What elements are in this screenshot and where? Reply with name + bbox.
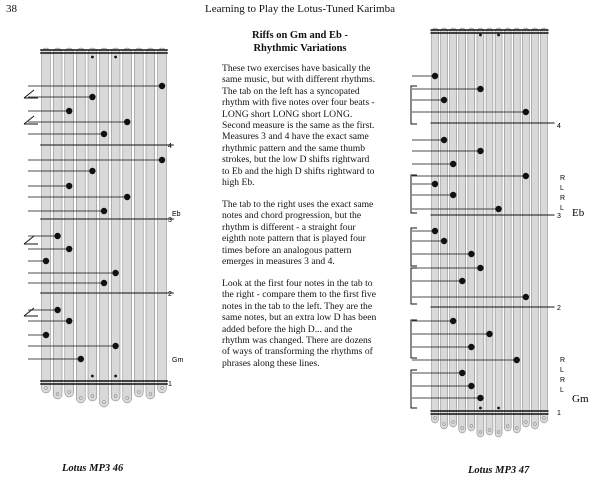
left-measure-4: 4 xyxy=(168,143,172,150)
tine xyxy=(468,28,475,431)
right-hand-lower-4: L xyxy=(560,387,564,394)
note-dot xyxy=(477,265,483,271)
note-dot xyxy=(459,278,465,284)
right-hand-upper-4: L xyxy=(560,205,564,212)
note-dot xyxy=(441,97,447,103)
right-hand-lower-1: R xyxy=(560,357,566,364)
right-hand-lower-3: R xyxy=(560,377,566,384)
left-measure-2: 2 xyxy=(168,291,172,298)
note-dot xyxy=(450,161,456,167)
right-measure-1: 1 xyxy=(557,410,561,417)
right-hand-upper-1: R xyxy=(560,175,566,182)
rhythm-bracket xyxy=(411,175,417,213)
left-chord-gm: Gm xyxy=(172,357,184,364)
left-chord-eb: Eb xyxy=(172,211,181,218)
center-mark xyxy=(479,407,482,410)
tine xyxy=(486,28,493,435)
article-body xyxy=(222,30,378,380)
note-dot xyxy=(523,294,529,300)
rhythm-bracket xyxy=(411,320,417,358)
tine xyxy=(441,28,448,429)
note-dot xyxy=(477,395,483,401)
note-dot xyxy=(486,331,492,337)
note-dot xyxy=(441,238,447,244)
running-head: Learning to Play the Lotus-Tuned Karimba xyxy=(205,3,395,15)
note-dot xyxy=(432,228,438,234)
paragraph-2: The tab to the right uses the exact same notes and chord progression, but the rhythm is different - a straight four eighth note pattern that is played four times before an analogous pattern emerges in measures 3 and 4. xyxy=(222,198,374,267)
right-chord-gm: Gm xyxy=(572,393,589,405)
note-dot xyxy=(523,173,529,179)
center-mark xyxy=(479,34,482,37)
tine xyxy=(513,28,520,433)
tine xyxy=(495,28,502,437)
note-dot xyxy=(468,251,474,257)
article-title-line-1: Riffs on Gm and Eb - xyxy=(252,30,348,41)
note-dot xyxy=(468,344,474,350)
rhythm-bracket xyxy=(411,228,417,266)
note-dot xyxy=(514,357,520,363)
paragraph-1: These two exercises have basically the same music, but with different rhythms. The tab on the left has a syncopated rhythm with five notes over four beats - LONG short LONG short LONG. Second measure is the same as the first. Measures 3 and 4 have the exact same rhythmic pattern and the same thumb strokes, but the low D shifts rightward to Eb and the high D shifts rightward to high Eb. xyxy=(222,63,376,189)
right-measure-4: 4 xyxy=(557,123,561,130)
right-hand-upper-2: L xyxy=(560,185,564,192)
right-measure-3: 3 xyxy=(557,213,561,220)
note-dot xyxy=(441,137,447,143)
rhythm-bracket xyxy=(411,86,417,124)
note-dot xyxy=(523,109,529,115)
note-dot xyxy=(450,318,456,324)
note-dot xyxy=(468,383,474,389)
page-number: 38 xyxy=(6,3,17,15)
note-dot xyxy=(477,86,483,92)
right-measure-2: 2 xyxy=(557,305,561,312)
article-title xyxy=(222,30,378,55)
right-hand-upper-3: R xyxy=(560,195,566,202)
right-hand-lower-2: L xyxy=(560,367,564,374)
tine xyxy=(432,28,439,423)
left-caption: Lotus MP3 46 xyxy=(62,463,124,474)
center-mark xyxy=(497,407,500,410)
left-measure-1: 1 xyxy=(168,381,172,388)
tine xyxy=(541,28,548,423)
note-dot xyxy=(450,192,456,198)
note-dot xyxy=(495,206,501,212)
note-dot xyxy=(459,370,465,376)
note-dot xyxy=(432,73,438,79)
article-title-line-2: Rhythmic Variations xyxy=(253,42,347,54)
center-mark xyxy=(497,34,500,37)
note-dot xyxy=(477,148,483,154)
note-dot xyxy=(432,181,438,187)
rhythm-bracket xyxy=(411,370,417,408)
tine xyxy=(522,28,529,427)
paragraph-3: Look at the first four notes in the tab to the right - compare them to the first five notes in the tab to the left. They are the same notes, but an extra low D has been added before the high D... and the rhythm was changed. There are dozens of ways of transforming the rhythms of phrases along these lines. xyxy=(222,277,377,369)
rhythm-bracket xyxy=(411,268,417,304)
right-caption: Lotus MP3 47 xyxy=(468,465,530,476)
tine xyxy=(531,28,538,429)
tine xyxy=(450,28,457,427)
tine xyxy=(504,28,511,431)
left-measure-3: 3 xyxy=(168,217,172,224)
right-chord-eb: Eb xyxy=(572,207,585,219)
